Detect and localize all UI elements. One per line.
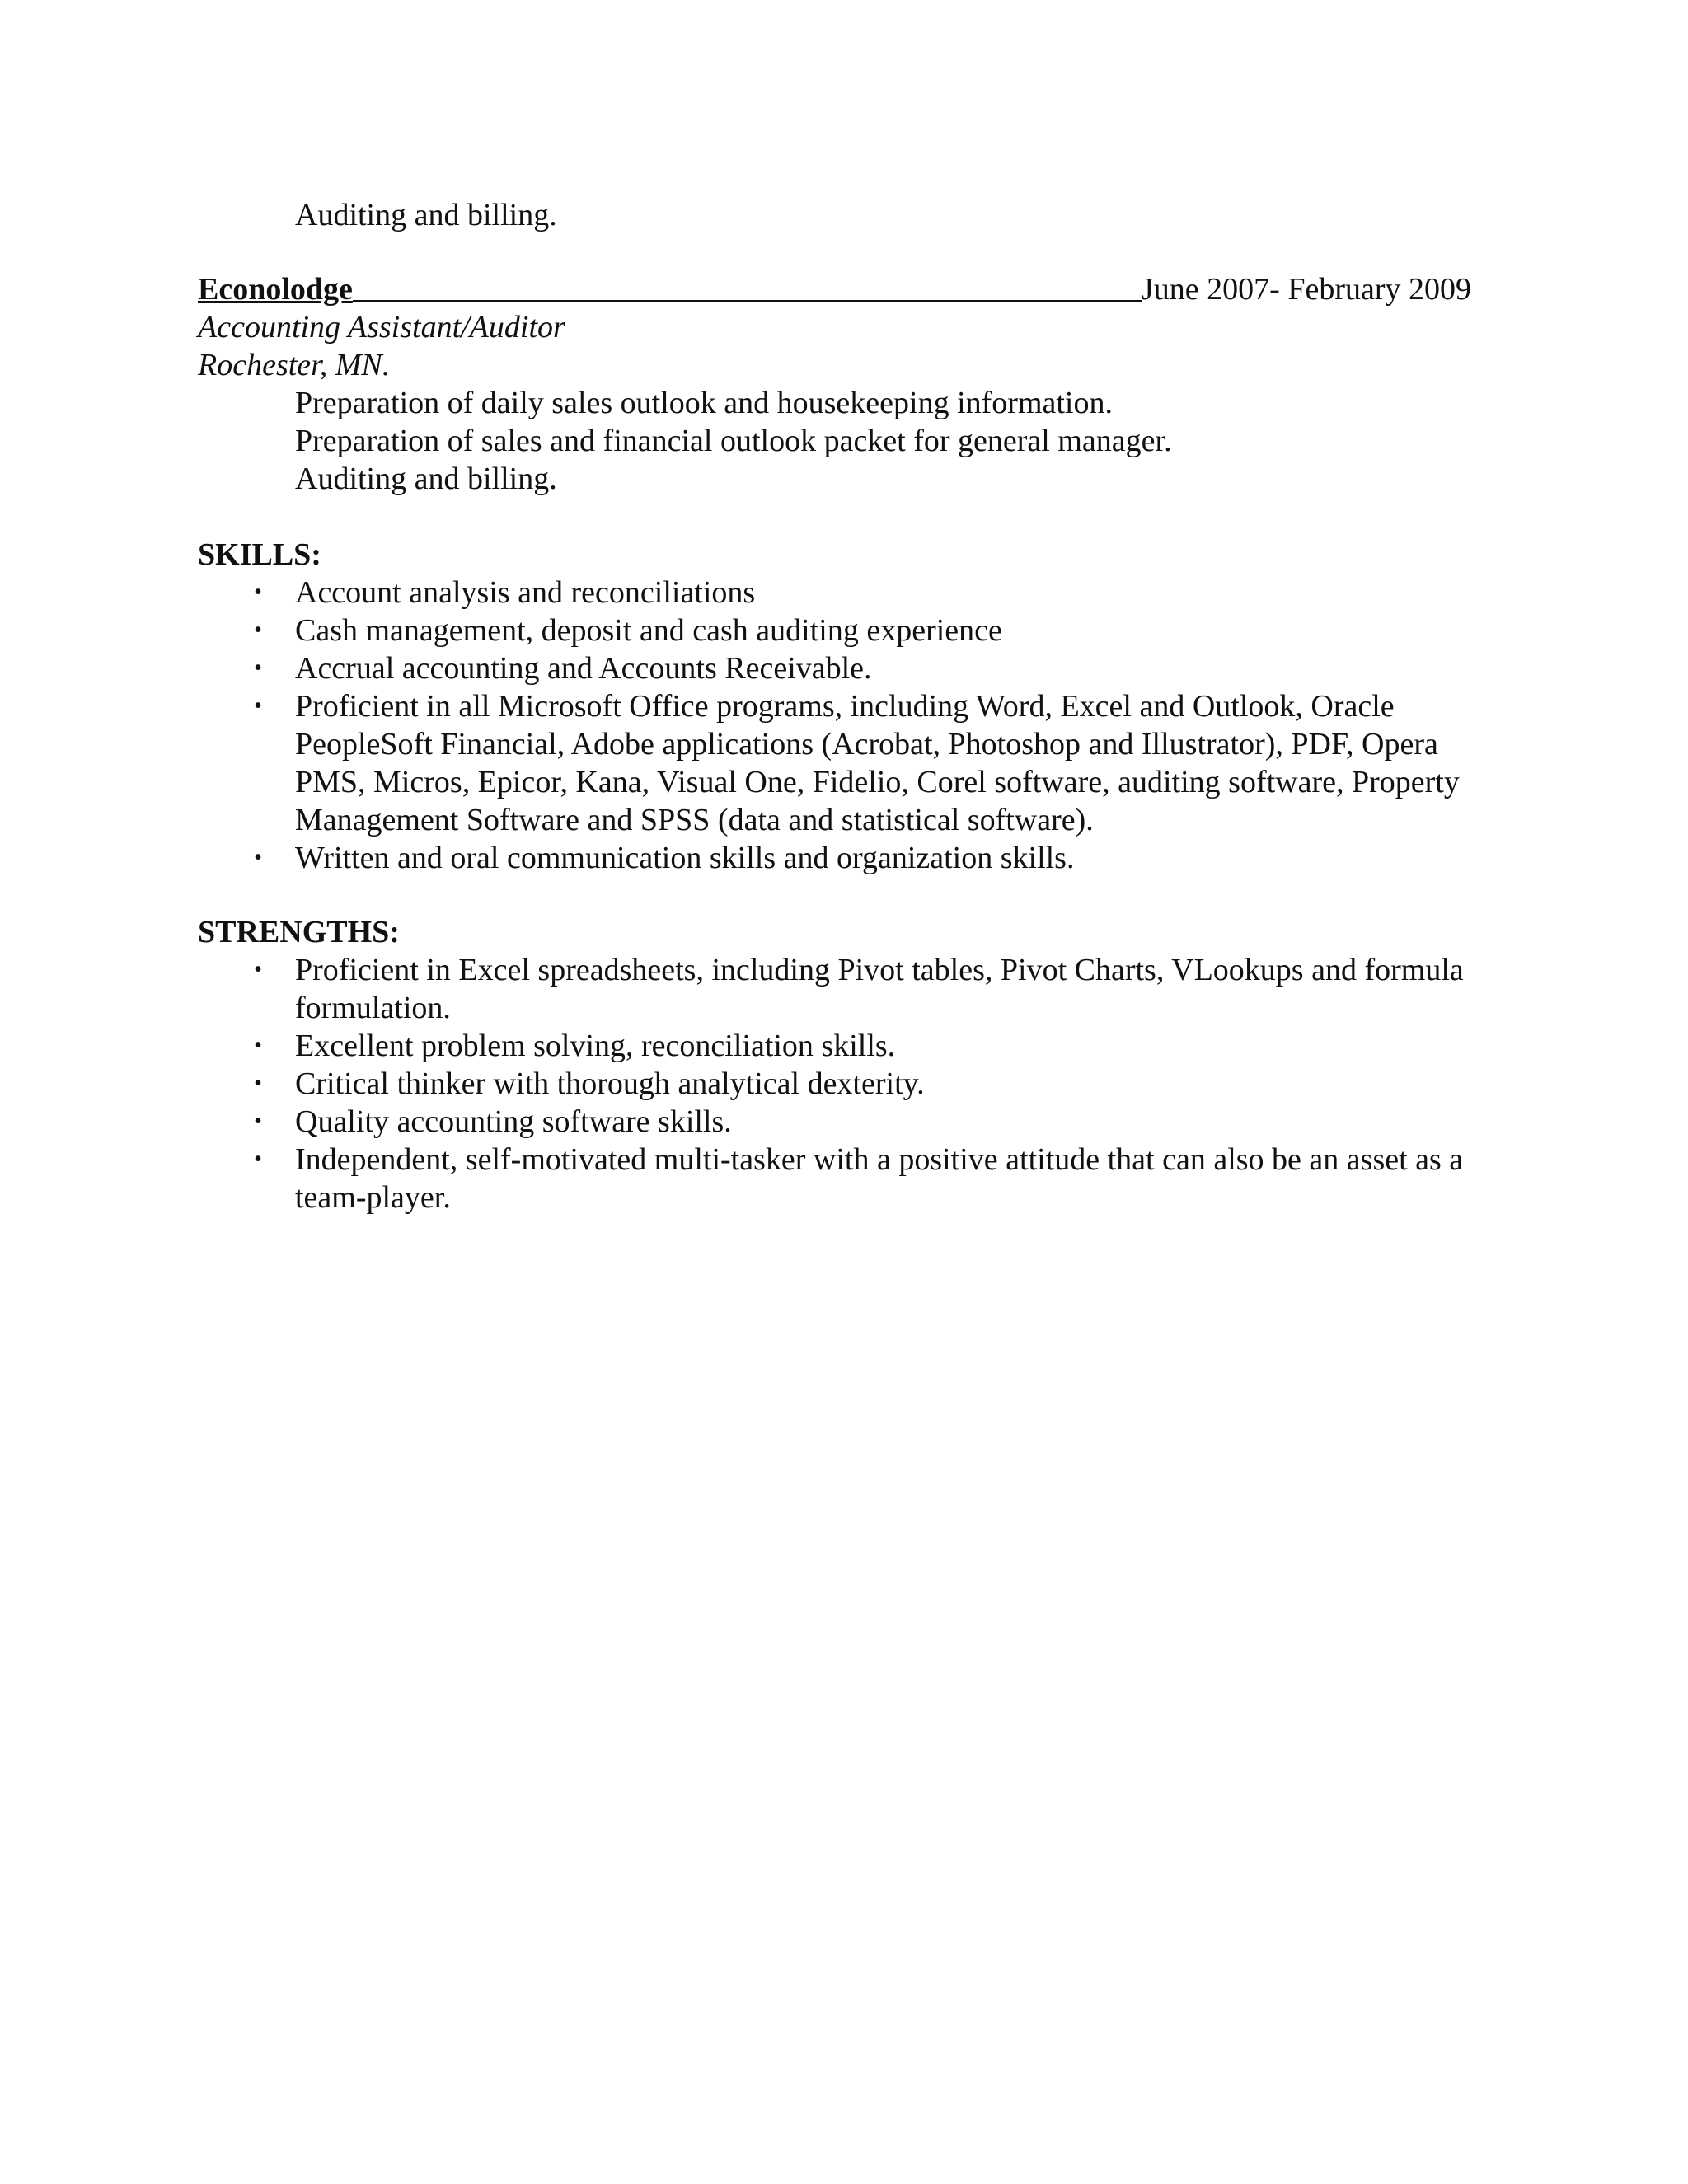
list-item <box>198 612 1484 649</box>
strength-text: Excellent problem solving, reconciliation skills. <box>295 1029 896 1063</box>
list-item <box>198 1103 1484 1141</box>
job-duty: Auditing and billing. <box>295 462 557 496</box>
bullet-icon: • <box>254 693 262 719</box>
skills-list <box>198 574 1484 877</box>
strengths-heading: STRENGTHS: <box>198 915 400 949</box>
employment-dates: June 2007- February 2009 <box>1142 272 1471 307</box>
bullet-icon: • <box>254 845 262 870</box>
skill-text: Written and oral communication skills and organization skills. <box>295 841 1075 875</box>
bullet-icon: • <box>254 957 262 982</box>
list-item <box>198 1141 1484 1216</box>
job-duty: Preparation of daily sales outlook and housekeeping information. <box>295 386 1113 420</box>
skill-text: Cash management, deposit and cash auditing experience <box>295 613 1002 648</box>
skill-text: Account analysis and reconciliations <box>295 575 756 610</box>
skill-text: Accrual accounting and Accounts Receivable. <box>295 651 872 686</box>
list-item <box>198 687 1484 839</box>
list-item <box>198 839 1484 877</box>
job-title: Accounting Assistant/Auditor <box>198 310 565 344</box>
bullet-icon: • <box>254 617 262 643</box>
strength-text: Proficient in Excel spreadsheets, including Pivot tables, Pivot Charts, VLookups and formula formulation. <box>295 953 1464 1025</box>
skills-heading: SKILLS: <box>198 537 321 572</box>
job-location: Rochester, MN. <box>198 348 391 382</box>
strength-text: Quality accounting software skills. <box>295 1104 732 1139</box>
bullet-icon: • <box>254 655 262 681</box>
list-item <box>198 1027 1484 1065</box>
bullet-icon: • <box>254 1146 262 1172</box>
bullet-icon: • <box>254 1033 262 1058</box>
previous-job-duty: Auditing and billing. <box>295 198 557 232</box>
header-underline-rule <box>353 300 1142 302</box>
list-item <box>198 574 1484 612</box>
bullet-icon: • <box>254 1108 262 1134</box>
job-duty: Preparation of sales and financial outlook packet for general manager. <box>295 424 1172 458</box>
list-item <box>198 649 1484 687</box>
bullet-icon: • <box>254 1071 262 1096</box>
list-item <box>198 1065 1484 1103</box>
list-item <box>198 951 1484 1027</box>
strengths-list <box>198 951 1484 1216</box>
strength-text: Independent, self-motivated multi-tasker with a positive attitude that can also be an asset as a team-player. <box>295 1142 1464 1215</box>
bullet-icon: • <box>254 579 262 605</box>
employer-name: Econolodge <box>198 272 353 307</box>
skill-text: Proficient in all Microsoft Office programs, including Word, Excel and Outlook, Oracle PeopleSoft Financial, Adobe applications (Acrobat, Photoshop and Illustrator), PDF, Opera PMS, Micros, Epicor, Kana, Visual One, Fidelio, Corel software, auditing software, Property Management Software and SPSS (data and statistical software). <box>295 689 1460 837</box>
job-header <box>198 270 1471 308</box>
strength-text: Critical thinker with thorough analytical dexterity. <box>295 1066 925 1101</box>
